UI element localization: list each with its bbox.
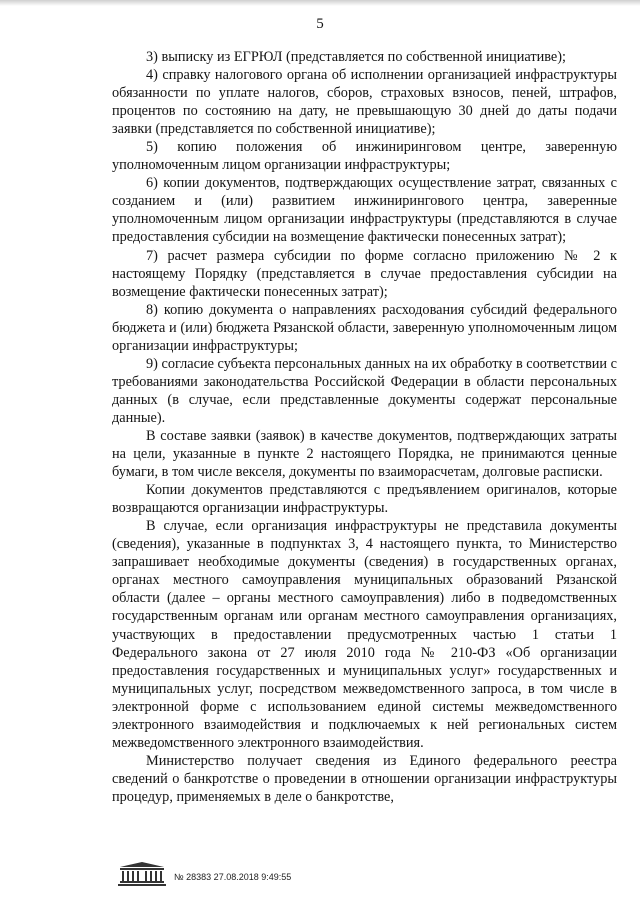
paragraph-item-3: 3) выписку из ЕГРЮЛ (представляется по собственной инициативе); (146, 49, 566, 65)
government-building-logo-icon (116, 862, 168, 888)
paragraph-item-9: 9) согласие субъекта персональных данных на их обработку в соответствии с требованиями законодательства Российской Федерации в области персональных данных (в случае, если представленные документы содержат персональные данные). (112, 355, 617, 426)
page-number: 5 (316, 16, 324, 32)
paragraph-bankruptcy-registry: Министерство получает сведения из Единого федерального реестра сведений о банкротстве о проведении в отношении организации инфраструктуры процедур, применяемых в деле о банкротстве, (112, 752, 617, 805)
paragraph-copies: Копии документов представляются с предъявлением оригиналов, которые возвращаются организации инфраструктуры. (112, 482, 617, 517)
paragraph-item-4: 4) справку налогового органа об исполнении организацией инфраструктуры обязанности по уплате налогов, сборов, страховых взносов, пеней, штрафов, процентов по состоянию на дату, не превышающую 30 дней до даты подачи заявки (представляется по собственной инициативе); (112, 67, 617, 138)
paragraph-interdepartmental-request: В случае, если организация инфраструктуры не представила документы (сведения), указанные в подпунктах 3, 4 настоящего пункта, то Министерство запрашивает необходимые документы (сведения) в государственных органах, органах местного самоуправления муниципальных образований Рязанской области (далее – органы местного самоуправления) либо в подведомственных государственным органам или органам местного самоуправления организациях, участвующих в предоставлении предусмотренных частью 1 статьи 1 Федерального закона от 27 июля 2010 года № 210-ФЗ «Об организации предоставления государственных и муниципальных услуг» государственных и муниципальных услуг, посредством межведомственного запроса, в том числе в электронной форме с использованием единой системы межведомственного электронного взаимодействия и подключаемых к ней региональных систем межведомственного электронного взаимодействия. (112, 518, 617, 751)
document-registration-number: № 28383 27.08.2018 9:49:55 (174, 872, 292, 882)
scan-edge (0, 0, 640, 6)
paragraph-item-8: 8) копию документа о направлениях расходования субсидий федерального бюджета и (или) бюджета Рязанской области, заверенную уполномоченным лицом организации инфраструктуры; (112, 301, 617, 354)
paragraph-excluded-documents: В составе заявки (заявок) в качестве документов, подтверждающих затраты на цели, указанные в пункте 2 настоящего Порядка, не принимаются ценные бумаги, в том числе векселя, документы по взаиморасчетам, долговые расписки. (112, 427, 617, 481)
paragraph-item-6: 6) копии документов, подтверждающих осуществление затрат, связанных с созданием и (или) развитием инжинирингового центра, заверенные уполномоченным лицом организации инфраструктуры (представляются в случае предоставления субсидии на возмещение фактически понесенных затрат); (112, 175, 617, 246)
footer (116, 862, 416, 892)
document-body (112, 48, 617, 806)
paragraph-item-7: 7) расчет размера субсидии по форме согласно приложению № 2 к настоящему Порядку (представляется в случае предоставления субсидии на возмещение фактически понесенных затрат); (112, 247, 617, 300)
paragraph-item-5: 5) копию положения об инжиниринговом центре, заверенную уполномоченным лицом организации инфраструктуры; (112, 139, 617, 174)
